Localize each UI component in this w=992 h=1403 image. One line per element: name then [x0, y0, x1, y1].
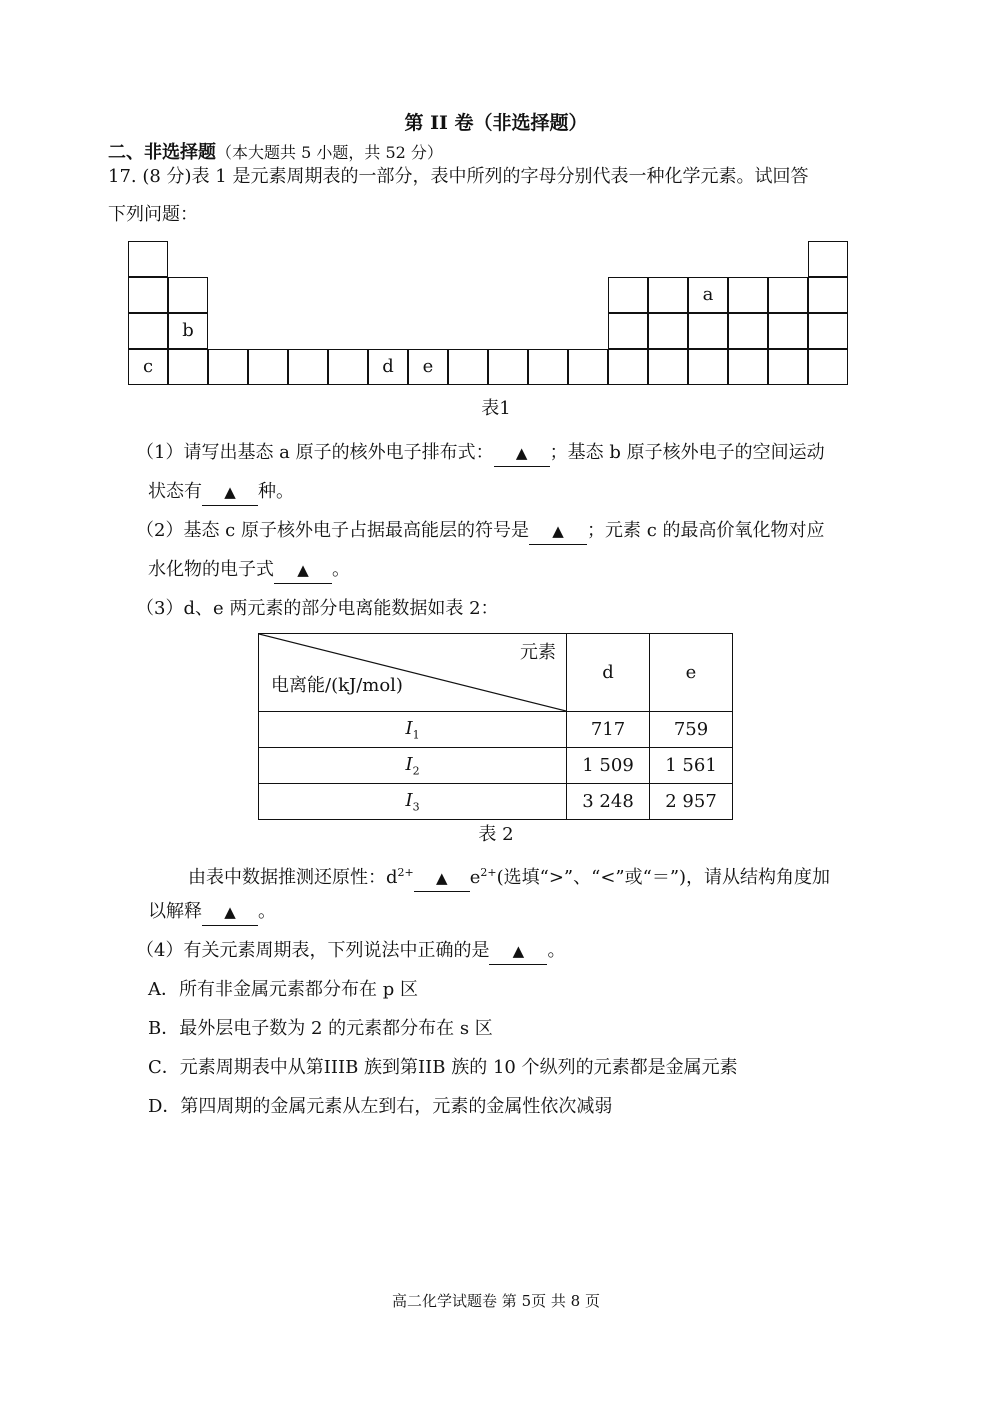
pt-cell [688, 349, 728, 385]
pt-cell [768, 313, 808, 349]
triangle-icon: ▲ [224, 903, 236, 921]
q1-text-d: 种。 [258, 481, 294, 502]
q3-text-e: 。 [258, 901, 276, 922]
q3-line2 [148, 899, 276, 926]
option-c: C．元素周期表中从第IIIB 族到第IIB 族的 10 个纵列的元素都是金属元素 [148, 1057, 738, 1078]
q4-line [136, 938, 565, 965]
answer-blank[interactable] [202, 899, 258, 926]
pt-cell [608, 349, 648, 385]
pt-cell [128, 277, 168, 313]
pt-cell [728, 349, 768, 385]
header-col-d: d [567, 634, 650, 712]
section-heading-label: 二、非选择题 [108, 142, 216, 163]
pt-cell [168, 349, 208, 385]
pt-cell [728, 313, 768, 349]
triangle-icon: ▲ [515, 444, 528, 462]
option-b: B．最外层电子数为 2 的元素都分布在 s 区 [148, 1018, 493, 1039]
table2-caption: 表 2 [478, 824, 514, 845]
pt-cell [288, 349, 328, 385]
row-label [259, 748, 567, 784]
cell-e: 759 [650, 712, 733, 748]
pt-cell [808, 241, 848, 277]
pt-cell [608, 313, 648, 349]
table1-caption: 表1 [481, 398, 511, 419]
q17-intro-line1: 17. (8 分)表 1 是元素周期表的一部分，表中所列的字母分别代表一种化学元素。试回答 [108, 166, 809, 187]
table2-diagonal-header [259, 634, 567, 712]
pt-cell [808, 277, 848, 313]
answer-blank[interactable] [202, 479, 258, 506]
pt-cell [248, 349, 288, 385]
pt-cell [328, 349, 368, 385]
pt-cell [128, 313, 168, 349]
q1-line2 [148, 479, 294, 506]
pt-cell [568, 349, 608, 385]
pt-cell [648, 313, 688, 349]
triangle-icon: ▲ [552, 522, 564, 540]
pt-cell-b: b [168, 313, 208, 349]
q2-line2 [148, 557, 350, 584]
pt-cell [168, 277, 208, 313]
answer-blank[interactable] [529, 518, 587, 545]
cell-e: 1 561 [650, 748, 733, 784]
q2-text-b: ；元素 c 的最高价氧化物对应 [586, 520, 825, 541]
pt-cell [648, 349, 688, 385]
q1-text-c: 状态有 [148, 481, 202, 502]
section-title: 第 II 卷（非选择题） [404, 112, 588, 134]
row-label-i: I [405, 717, 413, 739]
header-ionization: 电离能/(kJ/mol) [271, 675, 403, 696]
pt-cell-a: a [688, 277, 728, 313]
page-footer: 高二化学试题卷 第 5页 共 8 页 [392, 1292, 600, 1310]
row-label [259, 712, 567, 748]
pt-cell [768, 349, 808, 385]
row-label [259, 784, 567, 820]
triangle-icon: ▲ [435, 869, 448, 887]
q2-text-c: 水化物的电子式 [148, 559, 274, 580]
pt-cell [808, 349, 848, 385]
q17-intro-line2: 下列问题： [108, 204, 198, 225]
q3-text-a: 由表中数据推测还原性：d [188, 867, 398, 888]
pt-cell-d: d [368, 349, 408, 385]
section-heading [108, 138, 443, 164]
pt-cell [728, 277, 768, 313]
q1-text-b: ；基态 b 原子核外电子的空间运动 [549, 442, 825, 463]
triangle-icon: ▲ [224, 483, 236, 501]
option-d: D．第四周期的金属元素从左到右，元素的金属性依次减弱 [148, 1096, 613, 1117]
cell-e: 2 957 [650, 784, 733, 820]
cell-d: 1 509 [567, 748, 650, 784]
q2-text-a: （2）基态 c 原子核外电子占据最高能层的符号是 [136, 520, 529, 541]
q3-sup-d: 2+ [397, 866, 414, 879]
header-col-e: e [650, 634, 733, 712]
pt-cell [528, 349, 568, 385]
q4-text-b: 。 [547, 940, 566, 961]
cell-d: 717 [567, 712, 650, 748]
q3-text-d: 以解释 [148, 901, 202, 922]
section-note: （本大题共 5 小题，共 52 分） [216, 143, 443, 162]
q3-text-b: e [469, 867, 481, 888]
pt-cell [488, 349, 528, 385]
q3-text-c: (选填“>”、“<”或“＝”)，请从结构角度加 [496, 867, 831, 888]
q2-text-d: 。 [332, 559, 350, 580]
answer-blank[interactable] [494, 440, 550, 467]
row-label-sub: 1 [412, 728, 420, 742]
ionization-energy-table [258, 633, 733, 820]
q1-line1 [136, 440, 825, 467]
row-label-sub: 3 [412, 800, 420, 814]
pt-cell [208, 349, 248, 385]
q3-intro: （3）d、e 两元素的部分电离能数据如表 2： [136, 598, 499, 619]
pt-cell [128, 241, 168, 277]
pt-cell [648, 277, 688, 313]
header-element: 元素 [520, 642, 556, 663]
q2-line1 [136, 518, 825, 545]
pt-cell-c: c [128, 349, 168, 385]
q3-sup-e: 2+ [480, 866, 497, 879]
option-a: A．所有非金属元素都分布在 p 区 [148, 979, 418, 1000]
pt-cell [448, 349, 488, 385]
triangle-icon: ▲ [297, 561, 309, 579]
answer-blank[interactable] [414, 865, 470, 892]
cell-d: 3 248 [567, 784, 650, 820]
pt-cell [688, 313, 728, 349]
q1-text-a: （1）请写出基态 a 原子的核外电子排布式： [136, 442, 494, 463]
row-label-i: I [405, 789, 413, 811]
answer-blank[interactable] [489, 938, 547, 965]
answer-blank[interactable] [274, 557, 332, 584]
q3-line1 [188, 860, 830, 892]
pt-cell [768, 277, 808, 313]
row-label-i: I [405, 753, 413, 775]
pt-cell [608, 277, 648, 313]
row-label-sub: 2 [412, 764, 420, 778]
triangle-icon: ▲ [512, 942, 525, 960]
q4-text-a: （4）有关元素周期表，下列说法中正确的是 [136, 940, 490, 961]
pt-cell [808, 313, 848, 349]
pt-cell-e: e [408, 349, 448, 385]
periodic-table-fragment [128, 241, 848, 386]
